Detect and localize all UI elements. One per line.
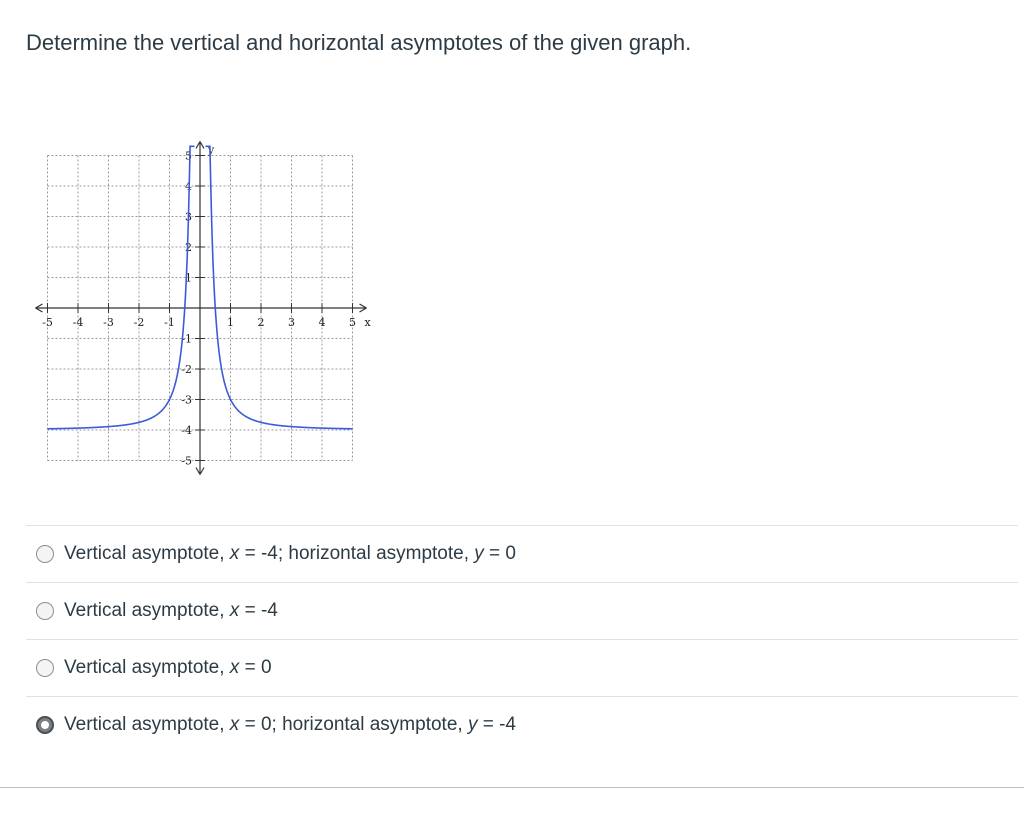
y-tick-label: -5 (181, 454, 192, 468)
y-tick-label: -3 (181, 393, 192, 407)
x-axis-label: x (364, 316, 371, 329)
x-tick-label: 1 (227, 316, 234, 329)
answer-option-3[interactable] (26, 639, 1018, 696)
x-tick-label: 5 (349, 316, 356, 329)
answer-label: Vertical asymptote, x = -4 (64, 600, 278, 621)
y-tick-label: 1 (185, 271, 192, 285)
x-tick-label: -1 (164, 316, 175, 329)
curve-right-branch (205, 143, 352, 428)
question-text: Determine the vertical and horizontal asymptotes of the given graph. (26, 30, 692, 55)
x-tick-label: -3 (103, 316, 114, 329)
x-tick-label: 2 (257, 316, 265, 329)
y-tick-label: -2 (181, 363, 192, 376)
answer-option-1[interactable] (26, 525, 1018, 582)
y-tick-label: 3 (185, 210, 192, 224)
answer-label: Vertical asymptote, x = 0; horizontal asymptote, y = -4 (64, 714, 517, 735)
radio-button[interactable] (36, 659, 54, 677)
y-tick-label: -1 (181, 332, 192, 346)
y-axis-label: y (208, 143, 215, 157)
radio-button[interactable] (36, 602, 54, 620)
answer-option-4[interactable] (26, 696, 1018, 753)
answer-option-2[interactable] (26, 582, 1018, 639)
y-tick-label: 2 (185, 241, 192, 254)
curve-left-branch (48, 146, 195, 428)
x-tick-label: -4 (72, 316, 84, 329)
bottom-divider (0, 787, 1024, 788)
asymptote-graph (20, 128, 380, 488)
y-tick-label: 5 (185, 149, 192, 163)
answer-list (26, 525, 1018, 753)
answer-label: Vertical asymptote, x = 0 (64, 657, 272, 678)
radio-button[interactable] (36, 545, 54, 563)
y-tick-label: -4 (181, 424, 192, 437)
radio-button[interactable] (36, 716, 54, 734)
x-tick-label: -2 (133, 316, 145, 329)
graph-container (20, 128, 380, 488)
x-tick-label: 3 (288, 316, 295, 329)
x-tick-label: -5 (42, 316, 53, 329)
y-tick-label: 4 (185, 180, 192, 193)
answer-label: Vertical asymptote, x = -4; horizontal asymptote, y = 0 (64, 543, 517, 564)
x-tick-label: 4 (318, 316, 326, 329)
